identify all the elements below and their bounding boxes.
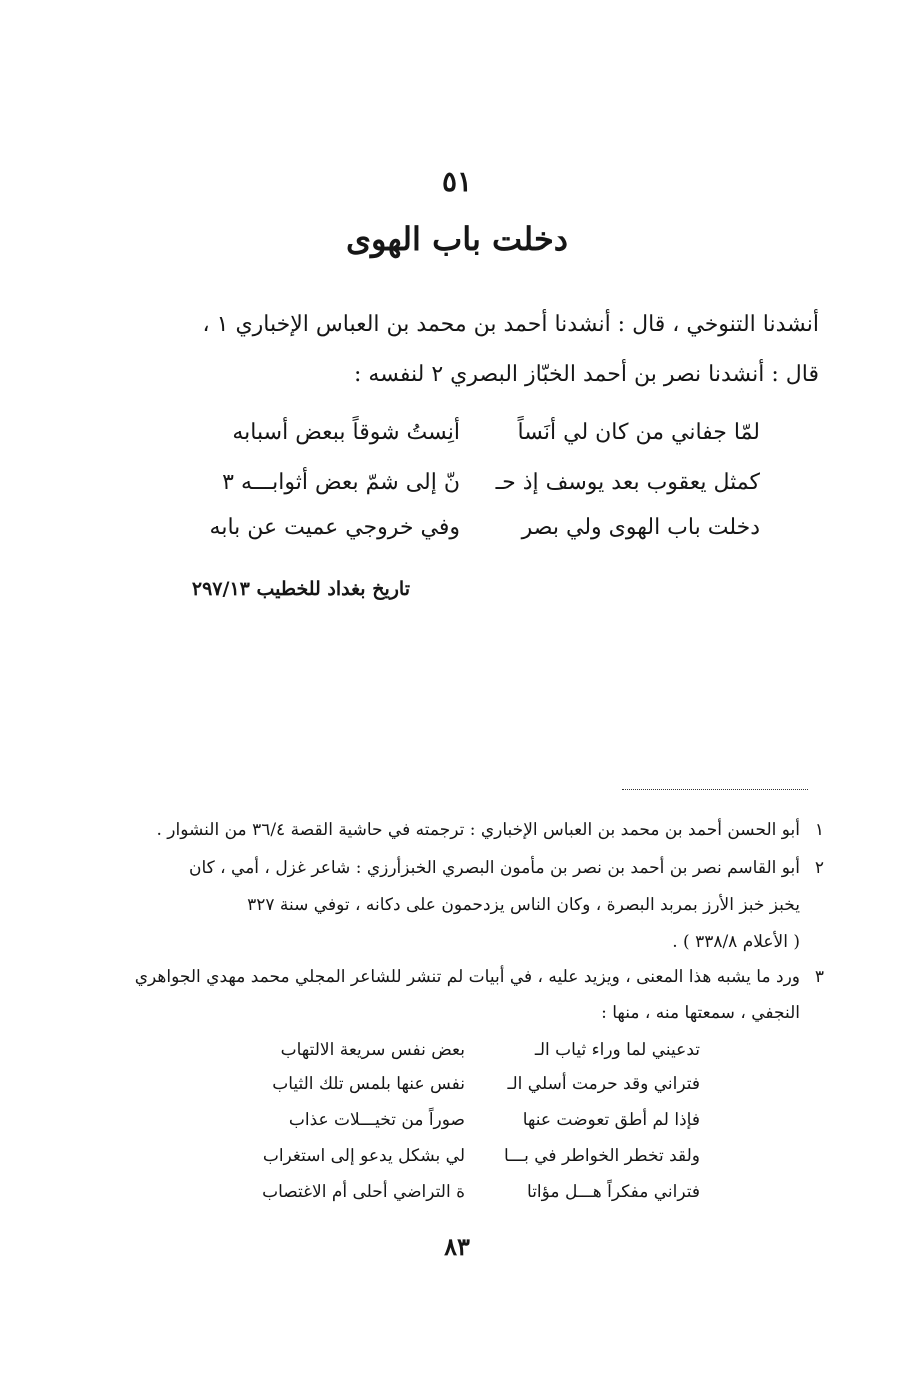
footnote-poem-verse [260, 1074, 700, 1104]
verse-second-hemistich: نفس عنها بلمس تلك الثياب [272, 1074, 465, 1094]
verse-second-hemistich: لي بشكل يدعو إلى استغراب [262, 1146, 465, 1166]
footnote-2 [134, 858, 824, 878]
footnote-divider [622, 789, 808, 790]
poem-verse [190, 470, 760, 510]
verse-first-hemistich: لمّا جفاني من كان لي أنَساً [517, 420, 760, 445]
footnote-marker: ١ [814, 820, 824, 840]
verse-second-hemistich: وفي خروجي عميت عن بابه [209, 515, 460, 540]
footnote-marker: ٣ [814, 967, 824, 987]
verse-first-hemistich: فإذا لم أطق تعوضت عنها [522, 1110, 700, 1130]
footnote-text: يخبز خبز الأرز بمربد البصرة ، وكان الناس يزدحمون على دكانه ، توفي سنة ٣٢٧ [247, 895, 800, 915]
verse-second-hemistich: ة التراضي أحلى أم الاغتصاب [262, 1182, 465, 1202]
verse-first-hemistich: فتراني مفكراً هـــل مؤاتا [527, 1182, 700, 1202]
footnote-2-continued [134, 895, 824, 915]
footnote-1 [134, 820, 824, 840]
poem-verse [190, 515, 760, 555]
footnote-3 [134, 967, 824, 987]
footnote-poem-verse [260, 1182, 700, 1212]
page-number: ٨٣ [444, 1232, 470, 1261]
poem-verse [190, 420, 760, 460]
verse-second-hemistich: صوراً من تخيـــلات عذاب [288, 1110, 465, 1130]
verse-first-hemistich: دخلت باب الهوى ولي بصر [521, 515, 760, 540]
verse-first-hemistich: فتراني وقد حرمت أسلي الـ [507, 1074, 700, 1094]
verse-second-hemistich: أنِستُ شوقاً ببعض أسبابه [232, 420, 460, 445]
verse-first-hemistich: كمثل يعقوب بعد يوسف إذ حـ [495, 470, 760, 495]
footnote-2-continued [134, 932, 824, 952]
intro-line-1: أنشدنا التنوخي ، قال : أنشدنا أحمد بن محمد بن العباس الإخباري ١ ، [202, 312, 819, 337]
verse-first-hemistich: ولقد تخطر الخواطر في بـــا [504, 1146, 700, 1166]
footnote-marker: ٢ [814, 858, 824, 878]
footnote-text: أبو القاسم نصر بن أحمد بن نصر بن مأمون البصري الخبزأرزي : شاعر غزل ، أمي ، كان [188, 858, 800, 878]
source-citation: تاريخ بغداد للخطيب ٢٩٧/١٣ [191, 578, 410, 600]
footnote-text: ( الأعلام ٣٣٨/٨ ) . [672, 932, 800, 952]
footnote-poem-verse [260, 1040, 700, 1070]
footnote-text: ورد ما يشبه هذا المعنى ، ويزيد عليه ، في أبيات لم تنشر للشاعر المجلي محمد مهدي الجواهري [134, 967, 800, 987]
verse-second-hemistich: نّ إلى شمّ بعض أثوابـــه ٣ [222, 470, 460, 495]
section-number: ٥١ [441, 165, 473, 198]
footnote-poem-verse [260, 1110, 700, 1140]
footnote-3-continued [134, 1003, 824, 1023]
verse-second-hemistich: بعض نفس سريعة الالتهاب [280, 1040, 465, 1060]
verse-first-hemistich: تدعيني لما وراء ثياب الـ [534, 1040, 700, 1060]
section-title: دخلت باب الهوى [345, 220, 569, 258]
footnote-text: النجفي ، سمعتها منه ، منها : [601, 1003, 800, 1023]
footnote-poem-verse [260, 1146, 700, 1176]
intro-line-2: قال : أنشدنا نصر بن أحمد الخبّاز البصري ٢ لنفسه : [354, 362, 819, 387]
footnote-text: أبو الحسن أحمد بن محمد بن العباس الإخباري : ترجمته في حاشية القصة ٣٦/٤ من النشوار . [156, 820, 800, 840]
